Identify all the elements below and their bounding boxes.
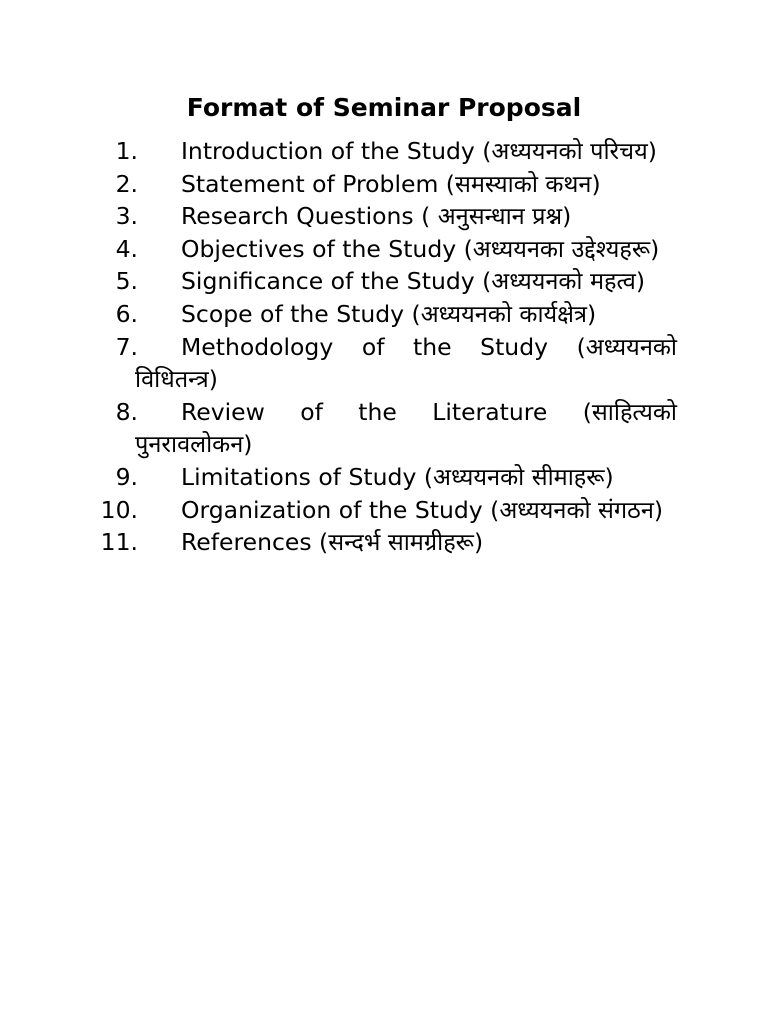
list-item-number: 3. <box>115 202 138 231</box>
list-item-text: References (सन्दर्भ सामग्रीहरू) <box>181 528 484 557</box>
list-item-number: 4. <box>115 234 138 263</box>
list-item-number: 1. <box>115 137 138 165</box>
list-item <box>0 331 768 396</box>
list-item-number: 10. <box>100 495 138 524</box>
list-item-number: 8. <box>115 397 138 426</box>
list-item-text: Limitations of Study (अध्ययनको सीमाहरू) <box>181 462 614 491</box>
list-item <box>0 200 768 233</box>
list-item-text: Review of the Literature (साहित्यको पुनरावलोकन) <box>135 397 677 459</box>
list-item-text: Scope of the Study (अध्ययनको कार्यक्षेत्र) <box>181 299 597 328</box>
list-item <box>0 265 768 298</box>
list-item <box>0 233 768 266</box>
list-item <box>0 168 768 201</box>
list-item <box>0 461 768 494</box>
list-item-number: 9. <box>115 462 138 491</box>
list-item <box>0 396 768 461</box>
list-item-number: 5. <box>115 267 138 296</box>
list-item-number: 11. <box>100 528 138 557</box>
list-item <box>0 135 768 168</box>
list-item-text: Significance of the Study (अध्ययनको महत्व) <box>181 267 645 296</box>
list-item-text: Research Questions ( अनुसन्धान प्रश्न) <box>181 202 572 231</box>
list-item-text: Introduction of the Study (अध्ययनको परिचय) <box>181 137 657 165</box>
list-item <box>0 494 768 527</box>
list-item <box>0 298 768 331</box>
list-item-text: Statement of Problem (समस्याको कथन) <box>181 169 601 198</box>
list-item-number: 6. <box>115 299 138 328</box>
list-item-text: Organization of the Study (अध्ययनको संगठन) <box>181 495 664 524</box>
list-item <box>0 526 768 559</box>
list-item-number: 2. <box>115 169 138 198</box>
page-title: Format of Seminar Proposal <box>186 93 582 122</box>
list-item-text: Methodology of the Study (अध्ययनको विधितन्त्र) <box>135 332 677 394</box>
list-item-number: 7. <box>115 332 138 361</box>
list-item-text: Objectives of the Study (अध्ययनका उद्देश्यहरू) <box>181 234 660 263</box>
proposal-outline-list <box>0 135 768 559</box>
